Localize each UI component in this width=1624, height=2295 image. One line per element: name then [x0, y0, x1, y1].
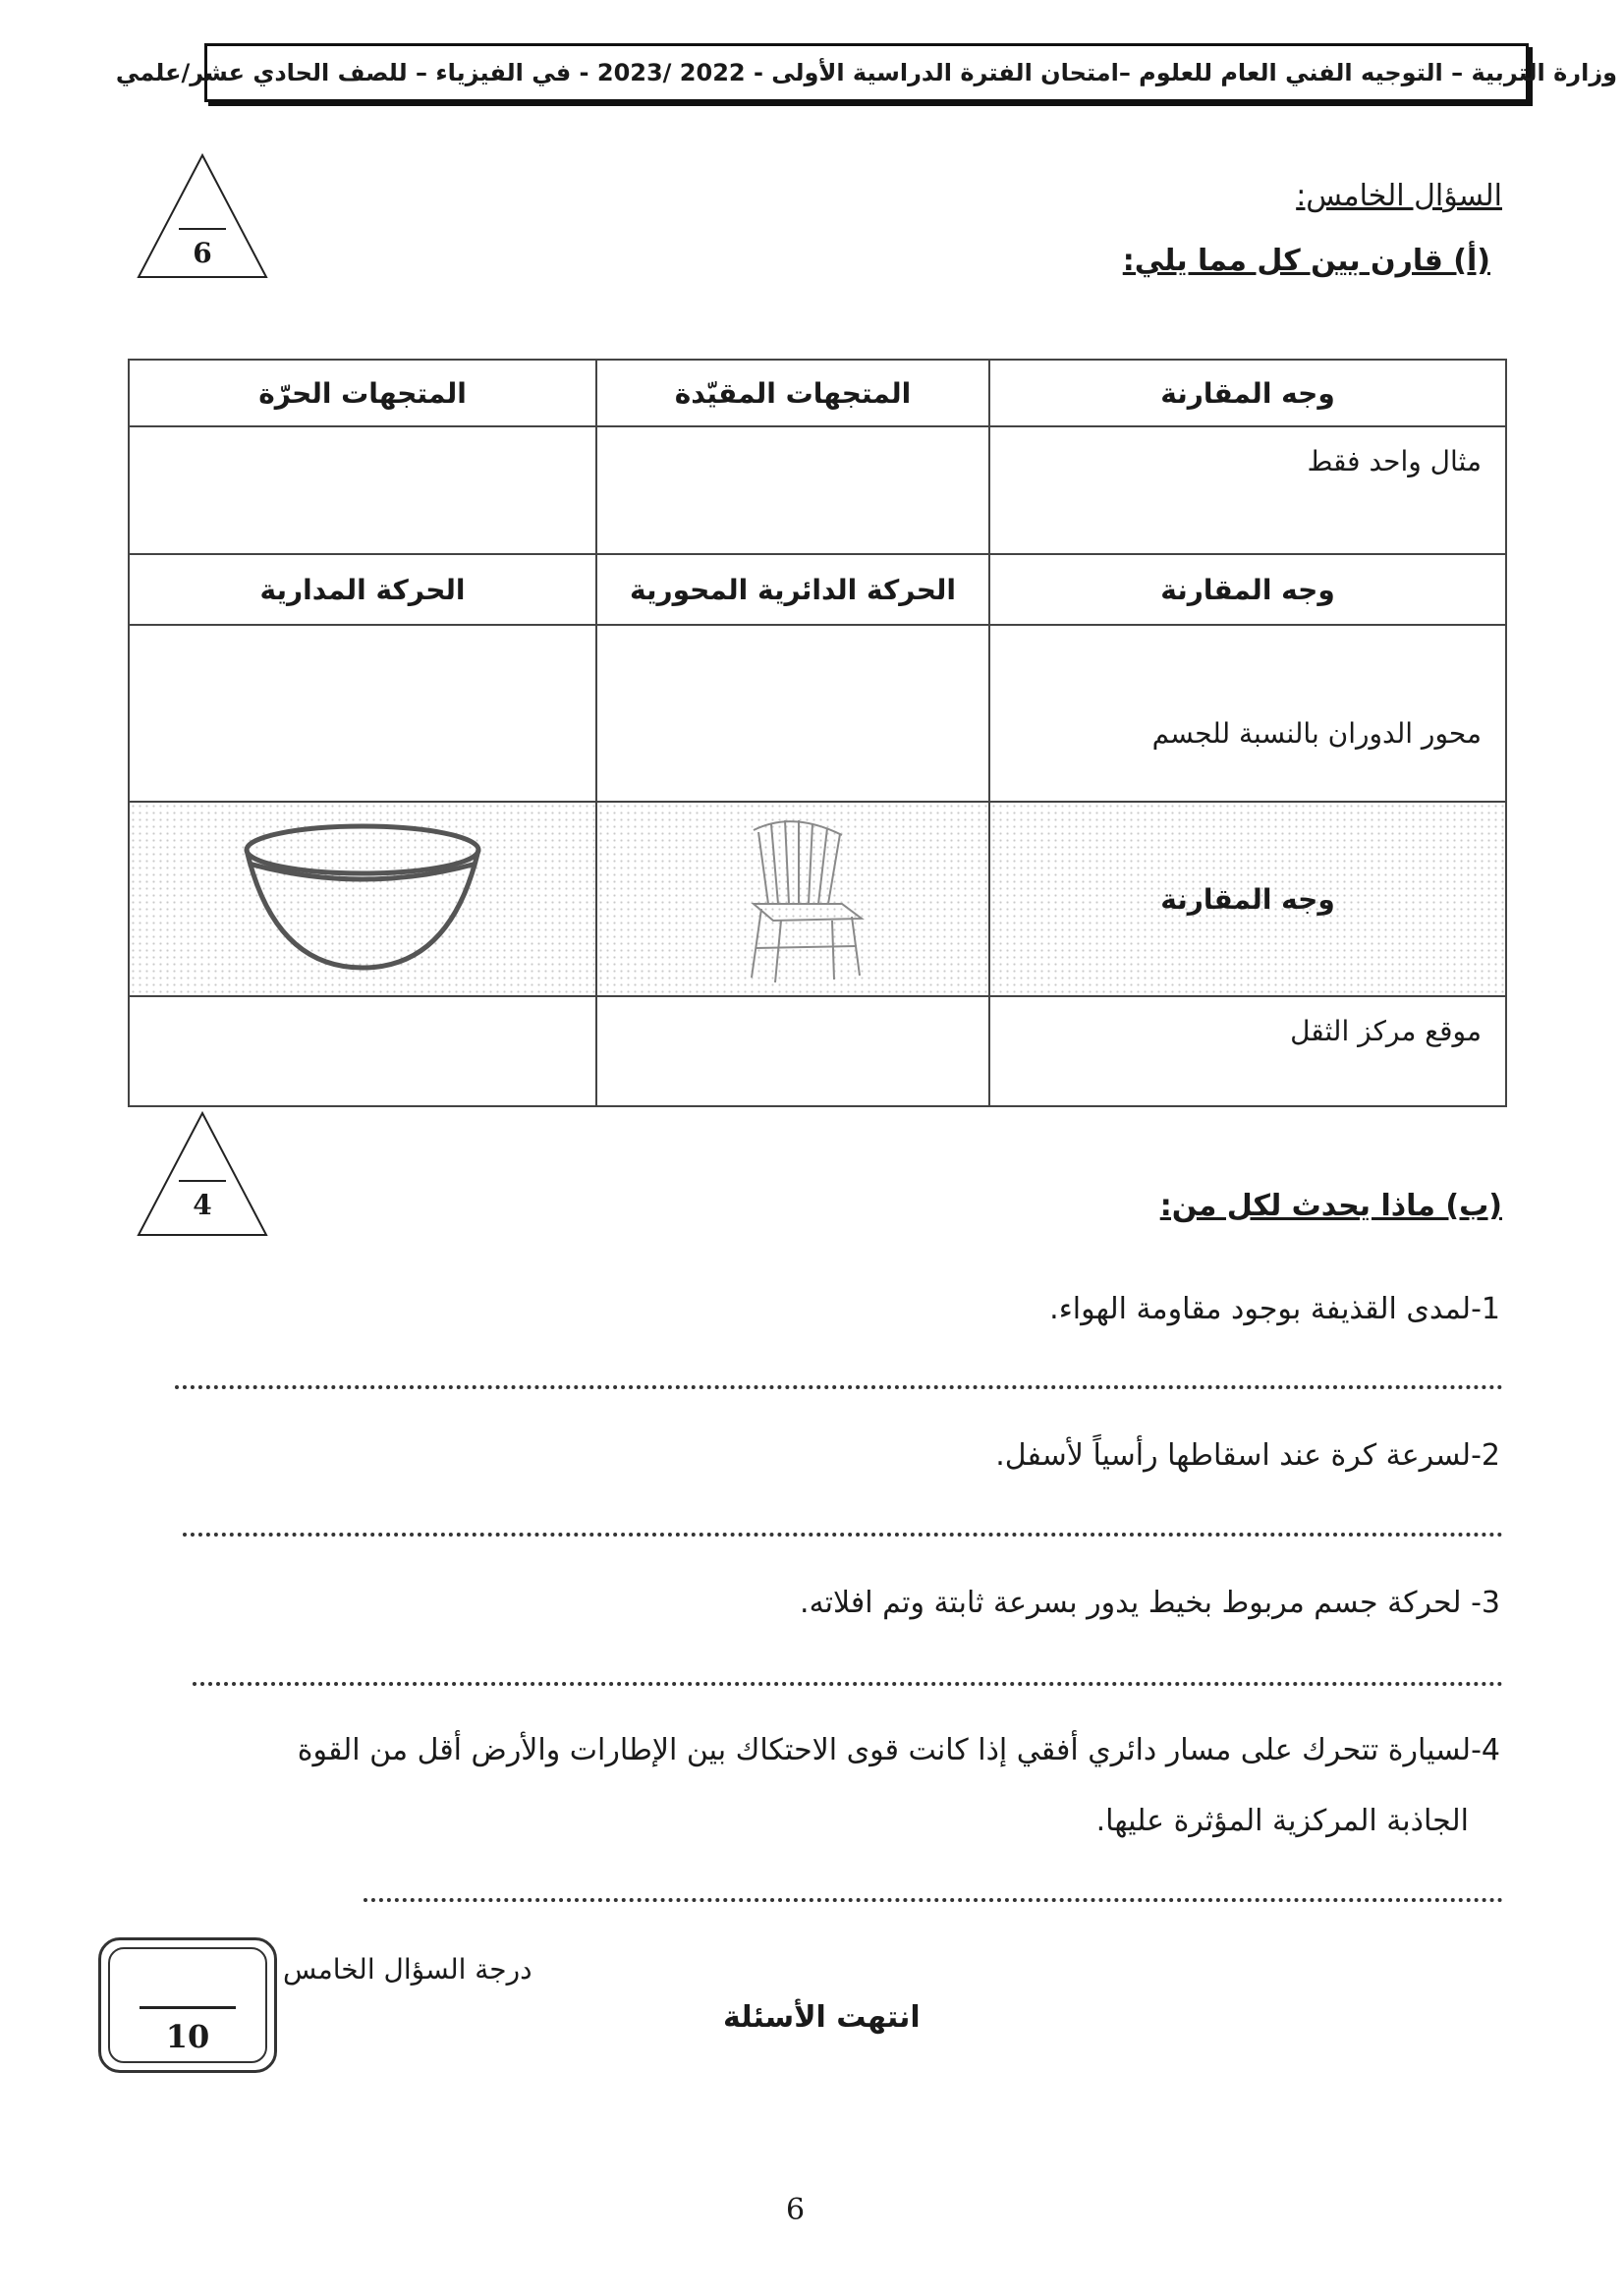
table-header-cell: وجه المقارنة [989, 802, 1506, 996]
answer-cell[interactable] [596, 426, 989, 554]
grade-box [98, 1937, 277, 2073]
grade-label: درجة السؤال الخامس [283, 1953, 532, 1986]
answer-cell[interactable] [129, 426, 596, 554]
answer-cell[interactable] [596, 996, 989, 1106]
score-b: 4 [193, 1189, 212, 1221]
question-3: 3- لحركة جسم مربوط بخيط يدور بسرعة ثابتة وتم افلاته. [800, 1586, 1500, 1620]
table-header-cell: المتجهات الحرّة [129, 360, 596, 426]
part-b-title: (ب) ماذا يحدث لكل من: [1159, 1189, 1502, 1223]
end-text: انتهت الأسئلة [723, 2000, 921, 2035]
table-header-cell: المتجهات المقيّدة [596, 360, 989, 426]
comparison-table [128, 359, 1507, 1107]
exam-header-text: وزارة التربية – التوجيه الفني العام للعلوم –امتحان الفترة الدراسية الأولى - 2022 /2023 - في الفيزياء – للصف الحادي عشر/علمي [115, 59, 1618, 86]
section-title: السؤال الخامس: [1296, 179, 1502, 213]
part-a-title: (أ) قارن بين كل مما يلي: [1122, 244, 1490, 278]
score-triangle-a [136, 152, 269, 280]
table-header-cell: وجه المقارنة [989, 360, 1506, 426]
table-header-row-1 [129, 360, 1506, 426]
grade-box-inner [108, 1947, 267, 2063]
table-header-row-2 [129, 554, 1506, 625]
bowl-image-cell [129, 802, 596, 996]
question-2: 2-لسرعة كرة عند اسقاطها رأسياً لأسفل. [995, 1438, 1500, 1473]
table-header-cell: الحركة الدائرية المحورية [596, 554, 989, 625]
table-criterion-cell: موقع مركز الثقل [989, 996, 1506, 1106]
table-row-2 [129, 625, 1506, 802]
question-1: 1-لمدى القذيفة بوجود مقاومة الهواء. [1049, 1292, 1500, 1326]
exam-header [115, 43, 1618, 102]
score-a: 6 [193, 237, 212, 269]
table-header-cell: وجه المقارنة [989, 554, 1506, 625]
chair-icon [695, 811, 891, 987]
answer-cell[interactable] [129, 625, 596, 802]
answer-line-2[interactable] [183, 1533, 1503, 1537]
answer-cell[interactable] [129, 996, 596, 1106]
table-criterion-cell: محور الدوران بالنسبة للجسم [989, 625, 1506, 802]
answer-line-3[interactable] [193, 1682, 1503, 1686]
chair-image-cell [596, 802, 989, 996]
table-header-row-3 [129, 802, 1506, 996]
question-4-continued: الجاذبة المركزية المؤثرة عليها. [1095, 1804, 1469, 1838]
grade-total: 10 [165, 2018, 210, 2055]
table-row-1 [129, 426, 1506, 554]
score-triangle-b [136, 1110, 269, 1238]
answer-cell[interactable] [596, 625, 989, 802]
grade-line [140, 2006, 236, 2009]
question-4: 4-لسيارة تتحرك على مسار دائري أفقي إذا كانت قوى الاحتكاك بين الإطارات والأرض أقل من القوة [297, 1733, 1500, 1767]
table-header-cell: الحركة المدارية [129, 554, 596, 625]
answer-line-1[interactable] [175, 1385, 1503, 1389]
table-row-3 [129, 996, 1506, 1106]
page-number: 6 [786, 2193, 806, 2227]
table-criterion-cell: مثال واحد فقط [989, 426, 1506, 554]
bowl-icon [235, 820, 490, 978]
answer-line-4[interactable] [364, 1898, 1503, 1902]
